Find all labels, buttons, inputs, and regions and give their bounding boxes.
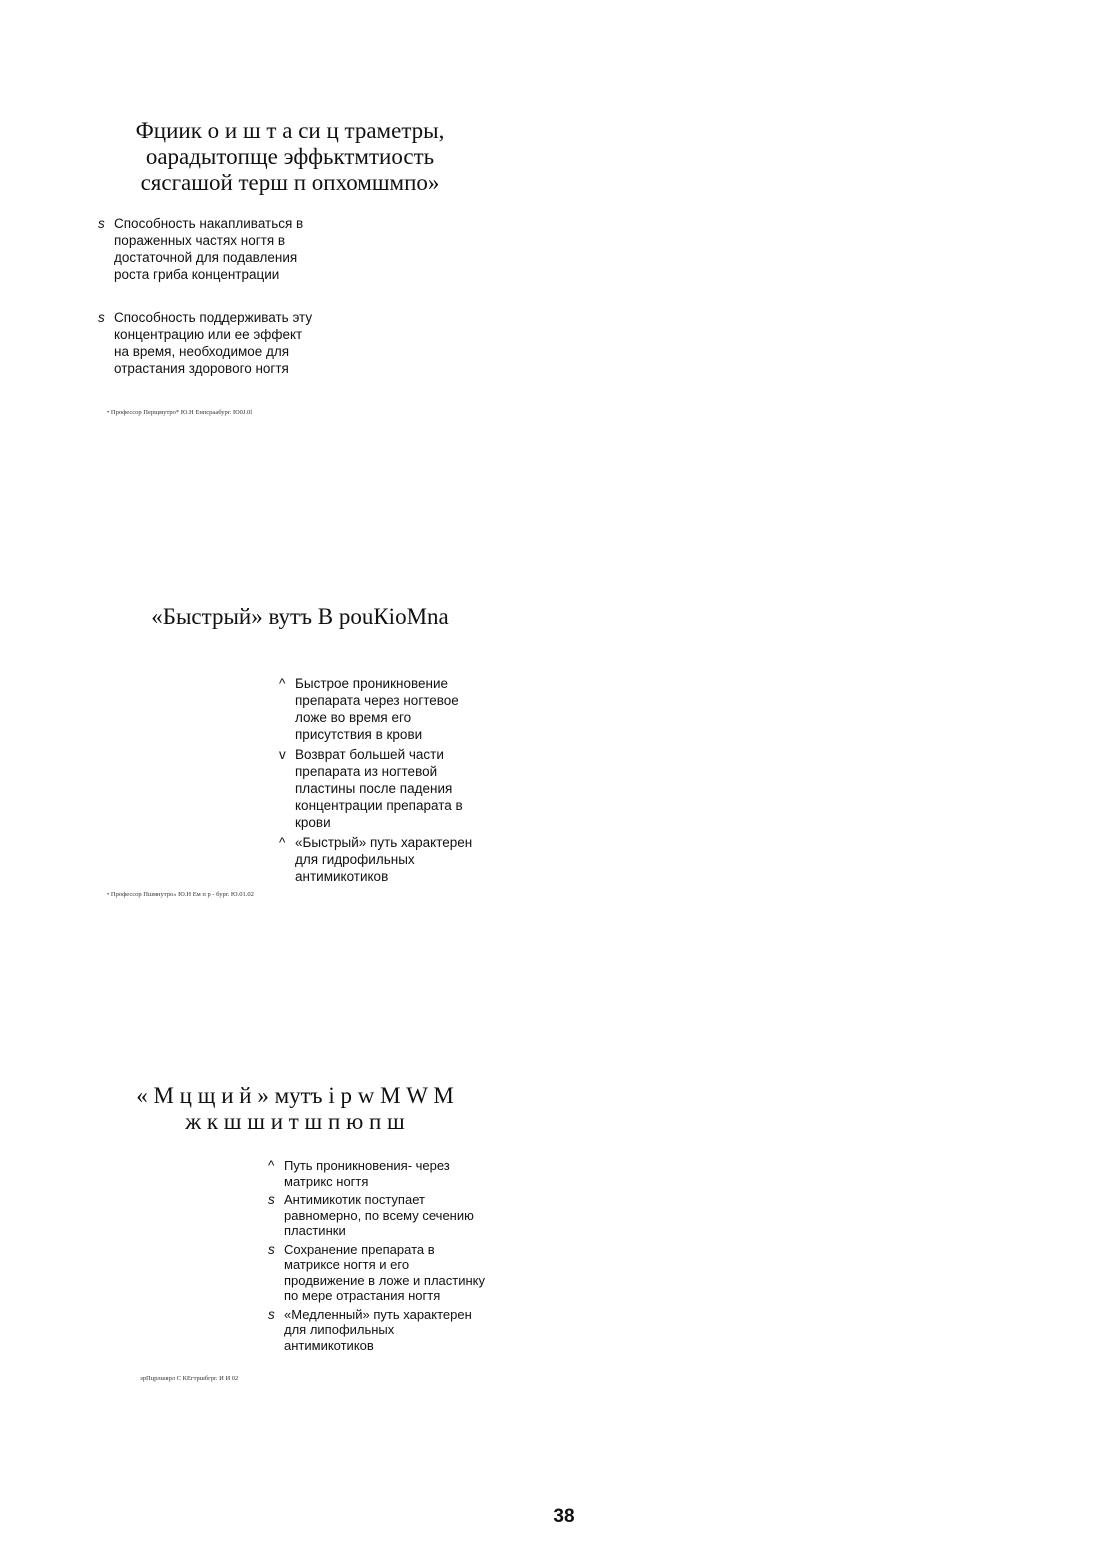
bullet-text: Возврат большей части препарата из ногтевой пластины после падения концентрации препарата в крови bbox=[295, 747, 463, 830]
slide-1-bullet bbox=[98, 309, 358, 377]
slide-1-title-line: Фциик о и ш т а си ц траметры, bbox=[135, 118, 445, 143]
bullet-marker: v bbox=[279, 747, 286, 762]
slide-2-bullet bbox=[279, 834, 519, 885]
slide-1-bullet-list bbox=[98, 215, 358, 377]
slide-2-bullet-list bbox=[279, 675, 519, 885]
bullet-text: Путь проникновения- через матрикс ногтя bbox=[284, 1158, 450, 1189]
bullet-marker: s bbox=[268, 1306, 275, 1322]
slide-2-bullet bbox=[279, 746, 519, 831]
slide-3-bullet-list bbox=[268, 1158, 518, 1353]
page-number: 38 bbox=[553, 1506, 575, 1527]
slide-1-title-line: сясгашой терш п опхомшмпо» bbox=[140, 170, 440, 195]
slide-2-footnote: • Профессор Пшмнутро» Ю.Н Ем п р - бург. Ю.01.02 bbox=[107, 891, 254, 898]
slide-3-bullet bbox=[268, 1158, 518, 1189]
bullet-marker: s bbox=[268, 1192, 275, 1207]
bullet-text: Способность накапливаться в пораженных частях ногтя в достаточной для подавления роста гриба концентрации bbox=[114, 216, 304, 282]
bullet-text: Сохранение препарата в матриксе ногтя и его продвижение в ложе и пластинку по мере отрастания ногтя bbox=[284, 1241, 486, 1303]
slide-1-title-line: оарадытопще эффьктмтиость bbox=[145, 144, 435, 169]
slide-2-bullet bbox=[279, 675, 519, 743]
bullet-text: Антимикотик поступает равномерно, по всему сечению пластинки bbox=[284, 1192, 474, 1238]
bullet-marker: ^ bbox=[268, 1158, 275, 1173]
bullet-text: Способность поддерживать эту концентрацию или ее эффект на время, необходимое для отрастания здорового ногтя bbox=[114, 310, 313, 376]
bullet-text: Быстрое проникновение препарата через ногтевое ложе во время его присутствия в крови bbox=[295, 676, 459, 742]
slide-2-title-line: «Быстрый» вутъ В роuКiоМnа bbox=[151, 604, 449, 629]
slide-3-bullet bbox=[268, 1242, 518, 1304]
bullet-text: «Медленный» путь характерен для липофильных антимикотиков bbox=[284, 1306, 472, 1353]
bullet-marker: s bbox=[98, 216, 105, 231]
slide-3-footnote: эрПцрлшярл С КЕгтршбгрг. И И 02 bbox=[140, 1375, 239, 1382]
slide-1-footnote: • Профессор Перщмутро* Ю.Н Енпсраабург. Ю0J.0l bbox=[107, 409, 253, 416]
slide-2-title bbox=[130, 604, 470, 630]
slide-3-bullet bbox=[268, 1307, 518, 1354]
slide-3-bullet bbox=[268, 1192, 518, 1239]
bullet-text: «Быстрый» путь характерен для гидрофильных антимикотиков bbox=[295, 835, 473, 884]
bullet-marker: s bbox=[98, 310, 105, 325]
bullet-marker: ^ bbox=[279, 835, 286, 850]
bullet-marker: ^ bbox=[279, 676, 286, 691]
slide-3-title bbox=[110, 1083, 480, 1135]
slide-1-title bbox=[120, 118, 460, 196]
slide-3-title-line: ж к ш ш и т ш п ю п ш bbox=[185, 1109, 405, 1134]
slide-3-title-line: « М ц щ и й » мутъ i р w М W М bbox=[136, 1083, 454, 1108]
slide-1-bullet bbox=[98, 215, 358, 283]
bullet-marker: s bbox=[268, 1241, 275, 1257]
